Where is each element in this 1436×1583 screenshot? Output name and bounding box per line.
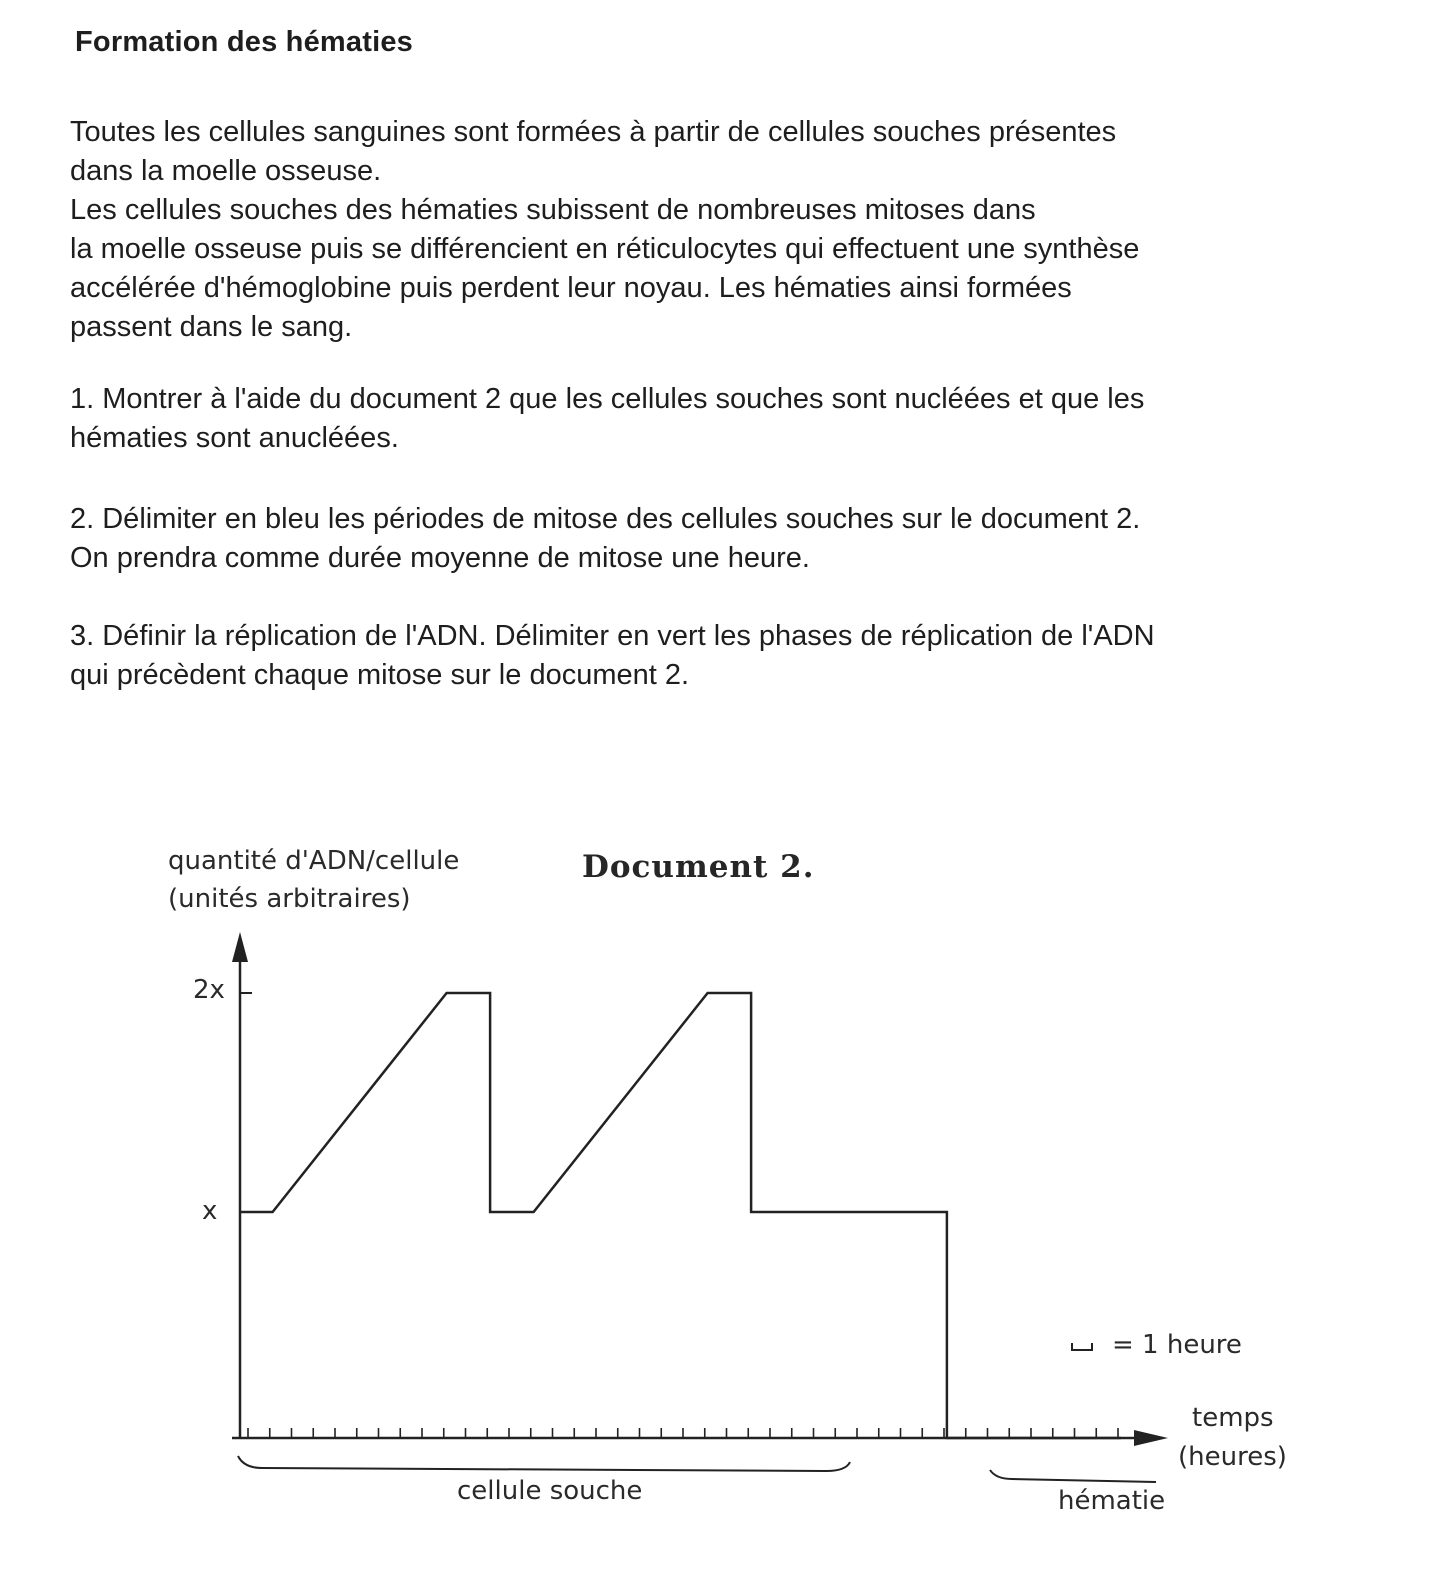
y-axis-label-line2: (unités arbitraires) bbox=[168, 884, 411, 914]
question-line: 3. Définir la réplication de l'ADN. Délimiter en vert les phases de réplication de l'ADN bbox=[70, 620, 1155, 652]
y-axis-label-line1: quantité d'ADN/cellule bbox=[168, 846, 460, 876]
figure-caption: Document 2. bbox=[582, 849, 815, 885]
document-title: Formation des hématies bbox=[75, 26, 413, 58]
x-axis-label-line2: (heures) bbox=[1178, 1442, 1287, 1472]
brace-stem-cell bbox=[238, 1456, 850, 1471]
chart-axes bbox=[232, 932, 1168, 1446]
intro-line: la moelle osseuse puis se différencient en réticulocytes qui effectuent une synthèse bbox=[70, 233, 1140, 265]
hour-ticks bbox=[248, 1428, 1118, 1438]
intro-line: accélérée d'hémoglobine puis perdent leur noyau. Les hématies ainsi formées bbox=[70, 272, 1072, 304]
red-blood-cell-label: hématie bbox=[1058, 1486, 1166, 1516]
intro-line: Toutes les cellules sanguines sont formées à partir de cellules souches présentes bbox=[70, 116, 1117, 148]
intro-line: passent dans le sang. bbox=[70, 311, 353, 343]
intro-line: dans la moelle osseuse. bbox=[70, 155, 382, 187]
x-axis-arrow bbox=[1134, 1430, 1168, 1446]
stem-cell-label: cellule souche bbox=[457, 1476, 643, 1506]
scale-legend-mark bbox=[1072, 1343, 1092, 1350]
intro-line: Les cellules souches des hématies subissent de nombreuses mitoses dans bbox=[70, 194, 1036, 226]
brace-red-blood-cell bbox=[990, 1470, 1156, 1482]
scale-legend-text: = 1 heure bbox=[1112, 1330, 1242, 1360]
question-line: hématies sont anucléées. bbox=[70, 422, 399, 454]
question-line: On prendra comme durée moyenne de mitose une heure. bbox=[70, 542, 810, 574]
question-line: qui précèdent chaque mitose sur le document 2. bbox=[70, 659, 690, 691]
x-axis-label-line1: temps bbox=[1192, 1403, 1274, 1433]
y-axis-arrow bbox=[232, 932, 248, 962]
y-tick-label-x: x bbox=[202, 1196, 218, 1226]
dna-curve bbox=[240, 993, 1121, 1438]
question-line: 1. Montrer à l'aide du document 2 que les cellules souches sont nucléées et que les bbox=[70, 383, 1145, 415]
y-tick-label-2x: 2x bbox=[193, 975, 225, 1005]
question-line: 2. Délimiter en bleu les périodes de mitose des cellules souches sur le document 2. bbox=[70, 503, 1141, 535]
